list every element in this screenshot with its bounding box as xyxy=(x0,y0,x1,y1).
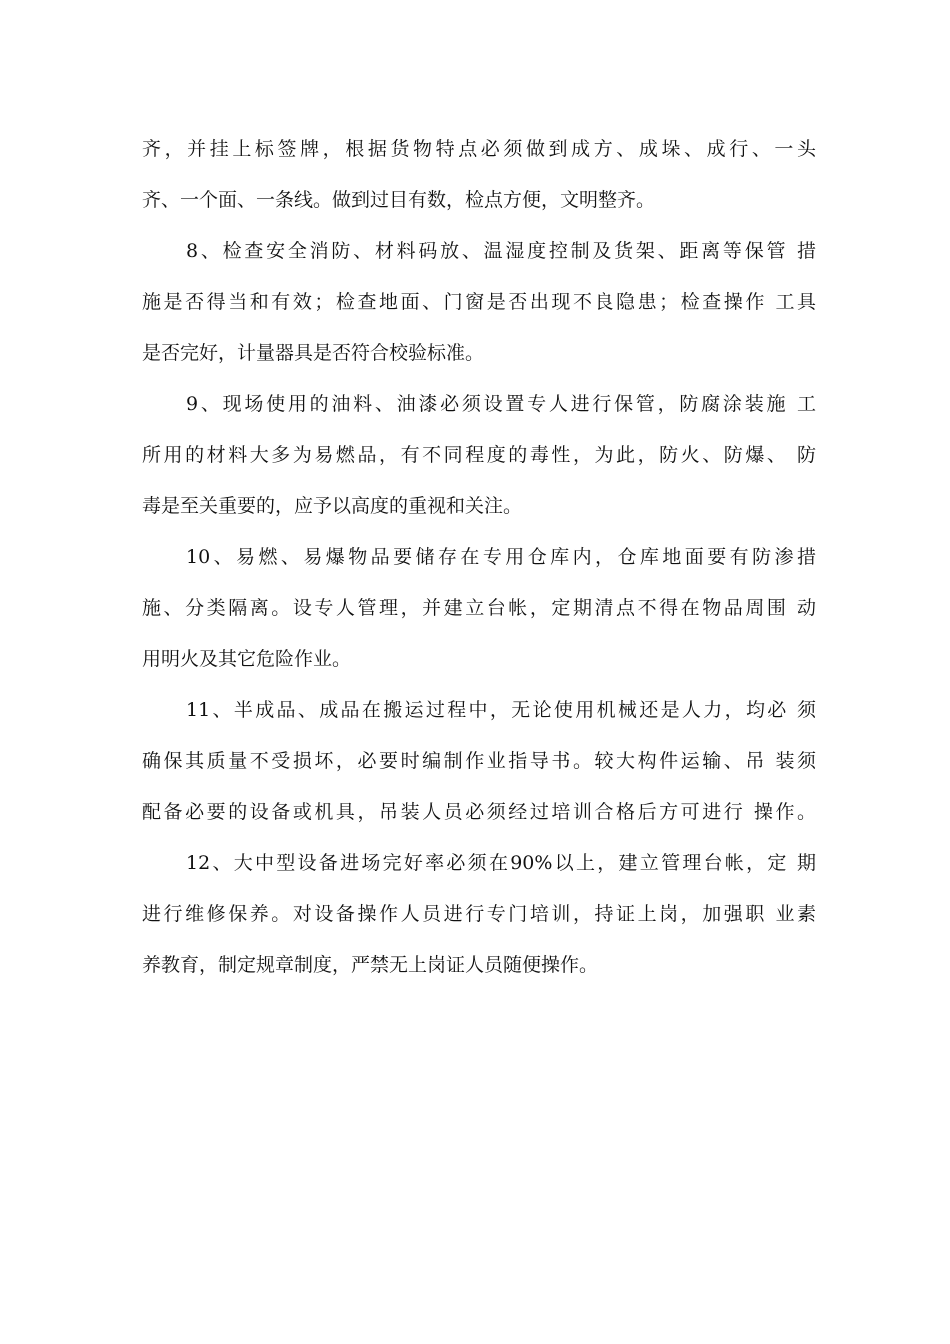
text-line: 施是否得当和有效；检查地面、门窗是否出现不良隐患；检查操作 工具 xyxy=(142,291,816,313)
paragraph-item-8 xyxy=(142,226,816,379)
text-line: 齐、一个面、一条线。做到过目有数，检点方便，文明整齐。 xyxy=(142,189,656,211)
text-line: 8、检查安全消防、材料码放、温湿度控制及货架、距离等保管 措 xyxy=(186,240,816,262)
text-line: 所用的材料大多为易燃品，有不同程度的毒性，为此，防火、防爆、 防 xyxy=(142,444,816,466)
paragraph-item-12 xyxy=(142,838,816,991)
paragraph-item-11 xyxy=(142,685,816,838)
text-line: 是否完好，计量器具是否符合校验标准。 xyxy=(142,342,485,364)
text-line: 12、大中型设备进场完好率必须在90%以上，建立管理台帐，定 期 xyxy=(186,852,816,874)
text-line: 用明火及其它危险作业。 xyxy=(142,648,352,670)
text-line: 10、易燃、易爆物品要储存在专用仓库内，仓库地面要有防渗措 xyxy=(186,546,816,568)
text-line: 毒是至关重要的，应予以高度的重视和关注。 xyxy=(142,495,523,517)
text-line: 9、现场使用的油料、油漆必须设置专人进行保管，防腐涂装施 工 xyxy=(186,393,816,415)
text-line: 施、分类隔离。设专人管理，并建立台帐，定期清点不得在物品周围 动 xyxy=(142,597,816,619)
paragraph-item-9 xyxy=(142,379,816,532)
text-line: 养教育，制定规章制度，严禁无上岗证人员随便操作。 xyxy=(142,954,599,976)
paragraph-item-10 xyxy=(142,532,816,685)
text-line: 11、半成品、成品在搬运过程中，无论使用机械还是人力，均必 须 xyxy=(186,699,816,721)
text-line: 进行维修保养。对设备操作人员进行专门培训，持证上岗，加强职 业素 xyxy=(142,903,816,925)
text-line: 确保其质量不受损坏，必要时编制作业指导书。较大构件运输、吊 装须 xyxy=(142,750,816,772)
paragraph-continued xyxy=(142,124,816,226)
text-line: 齐，并挂上标签牌，根据货物特点必须做到成方、成垛、成行、一头 xyxy=(142,138,816,160)
document-body xyxy=(142,124,816,991)
text-line: 配备必要的设备或机具，吊装人员必须经过培训合格后方可进行 操作。 xyxy=(142,801,816,823)
